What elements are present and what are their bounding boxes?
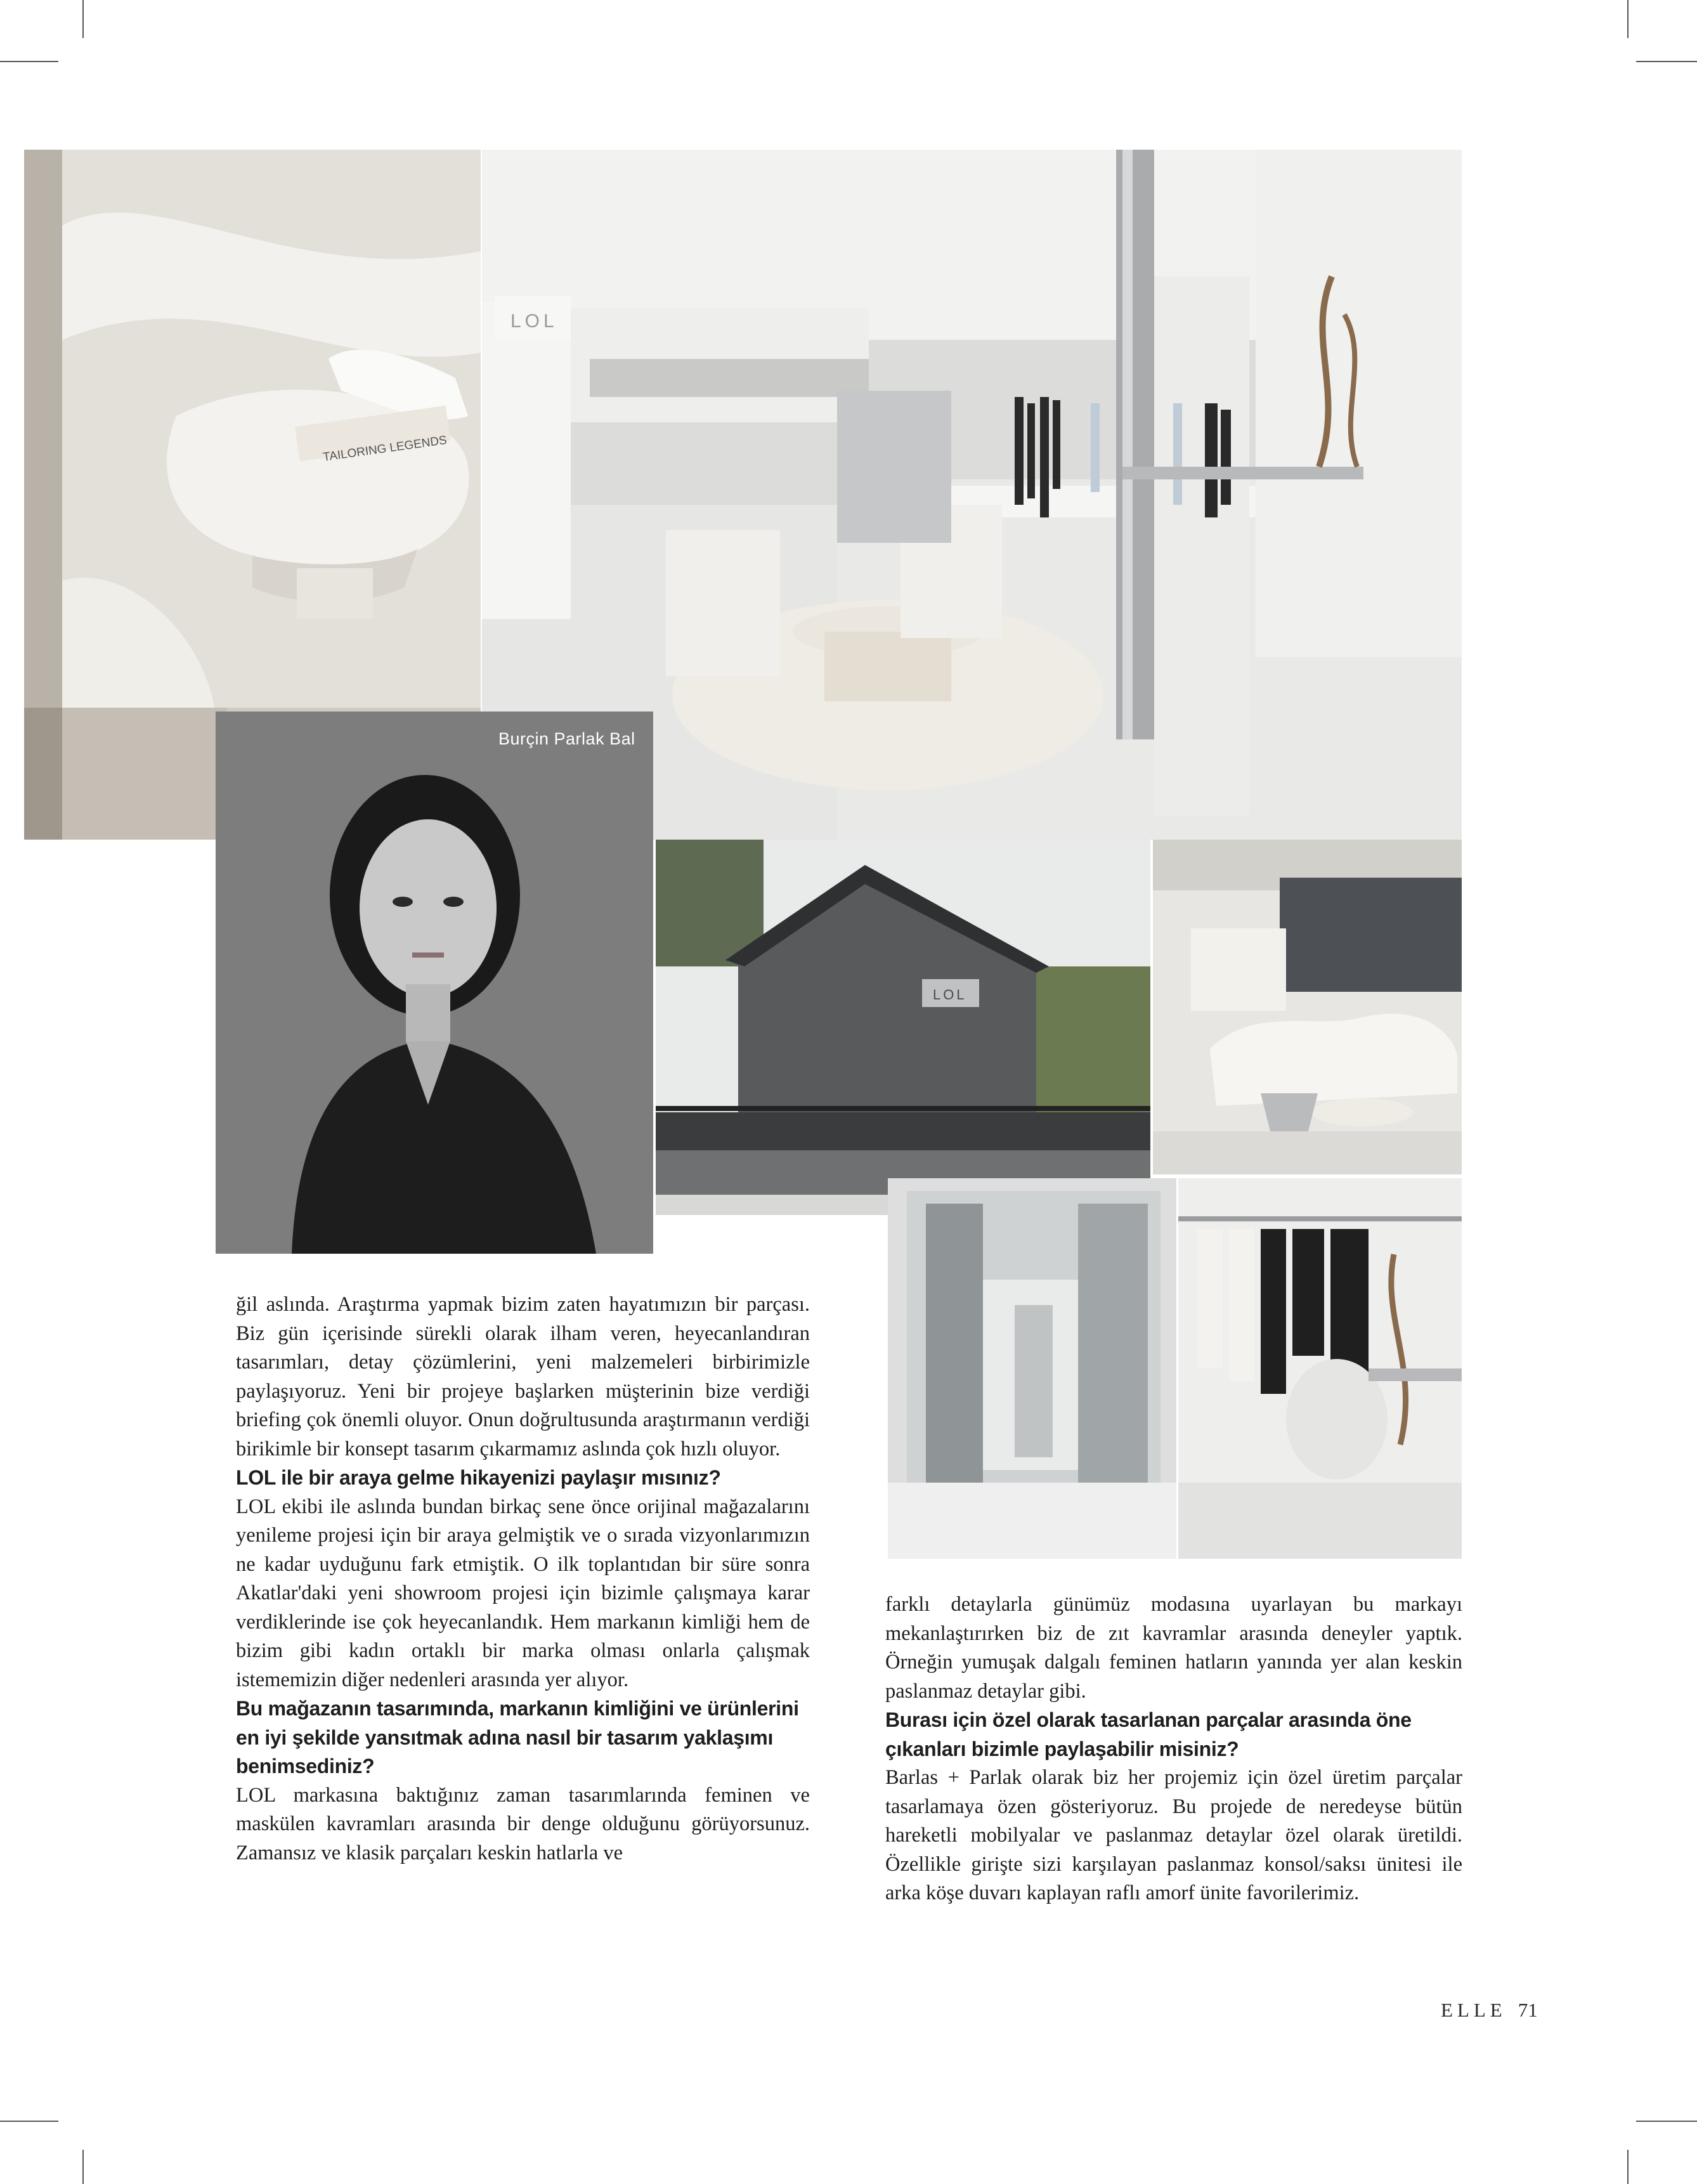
store-sign: LOL: [510, 311, 558, 332]
clothing-rail-photo: [1178, 1178, 1462, 1559]
crop-mark: [0, 2121, 58, 2122]
crop-mark: [82, 2150, 84, 2184]
mirrored-entrance-photo: [888, 1178, 1176, 1559]
crop-mark: [1636, 61, 1697, 62]
body-paragraph: LOL ekibi ile aslında bundan birkaç sene önce orijinal mağazalarını yenileme projesi için bir araya gelmiştik ve o sırada vizyonlarımızın ne kadar uyduğunu fark etmiştik. O ilk toplantıdan bir süre sonra Akatlar'daki yeni showroom projesi için bizimle çalışmaya karar verdiklerinde ise çok heyecanlandık. Hem markanın kimliği hem de bizim gibi kadın ortaklı bir marka olması onlarla çalışmak istememizin diğer nedenleri arasında yer alıyor.: [236, 1495, 810, 1691]
text-column-right: [885, 1590, 1462, 1908]
text-column-left: [236, 1290, 810, 1868]
portrait-photo: [216, 712, 653, 1254]
body-paragraph: ğil aslında. Araştırma yapmak bizim zaten hayatımızın bir parçası. Biz gün içerisinde sürekli olarak ilham veren, heyecanlandıran tasarımları, detay çözümlerini, yeni malzemeleri birbirimizle paylaşıyoruz. Yeni bir projeye başlarken müşterinin bize verdiği briefing çok önemli oluyor. Onun doğrultusunda araştırmanın verdiği birikimle bir konsept tasarım çıkarmamız aslında çok hızlı oluyor.: [236, 1293, 810, 1460]
page-number: 71: [1518, 1999, 1538, 2021]
folio-brand: ELLE: [1441, 1999, 1507, 2021]
crop-mark: [82, 0, 84, 38]
interview-question: LOL ile bir araya gelme hikayenizi paylaşır mısınız?: [236, 1466, 721, 1489]
exterior-facade-photo: [656, 840, 1150, 1215]
crop-mark: [0, 61, 58, 62]
crop-mark: [1636, 2121, 1697, 2122]
page-folio: [1441, 1999, 1538, 2022]
body-paragraph: farklı detaylarla günümüz modasına uyarlayan bu markayı mekanlaştırırken biz de zıt kavramlar arasında deneyler yaptık. Örneğin yumuşak dalgalı feminen hatların yanında yer alan keskin paslanmaz detaylar gibi.: [885, 1593, 1462, 1703]
interview-question: Burası için özel olarak tasarlanan parçalar arasında öne çıkanları bizimle paylaşabilir misiniz?: [885, 1708, 1412, 1760]
lounge-sofa-photo: [1153, 840, 1462, 1174]
crop-mark: [1627, 0, 1629, 38]
interview-question: Bu mağazanın tasarımında, markanın kimliğini ve ürünlerini en iyi şekilde yansıtmak adına nasıl bir tasarım yaklaşımı benimsediniz?: [236, 1697, 799, 1778]
facade-sign: LOL: [933, 987, 967, 1003]
portrait-caption: Burçin Parlak Bal: [498, 729, 635, 748]
body-paragraph: LOL markasına baktığınız zaman tasarımlarında feminen ve maskülen kavramları arasında bir denge olduğunu görüyorsunuz. Zamansız ve klasik parçaları keskin hatlarla ve: [236, 1783, 810, 1864]
body-paragraph: Barlas + Parlak olarak biz her projemiz için özel üretim parçalar tasarlamaya özen gösteriyoruz. Bu projede de neredeyse bütün hareketli mobilyalar ve paslanmaz detaylar özel olarak üretildi. Özellikle girişte sizi karşılayan paslanmaz konsol/saksı ünitesi ile arka köşe duvarı kaplayan raflı amorf ünite favorilerimiz.: [885, 1766, 1462, 1904]
book-title: TAILORING LEGENDS: [322, 433, 448, 464]
crop-mark: [1627, 2150, 1629, 2184]
